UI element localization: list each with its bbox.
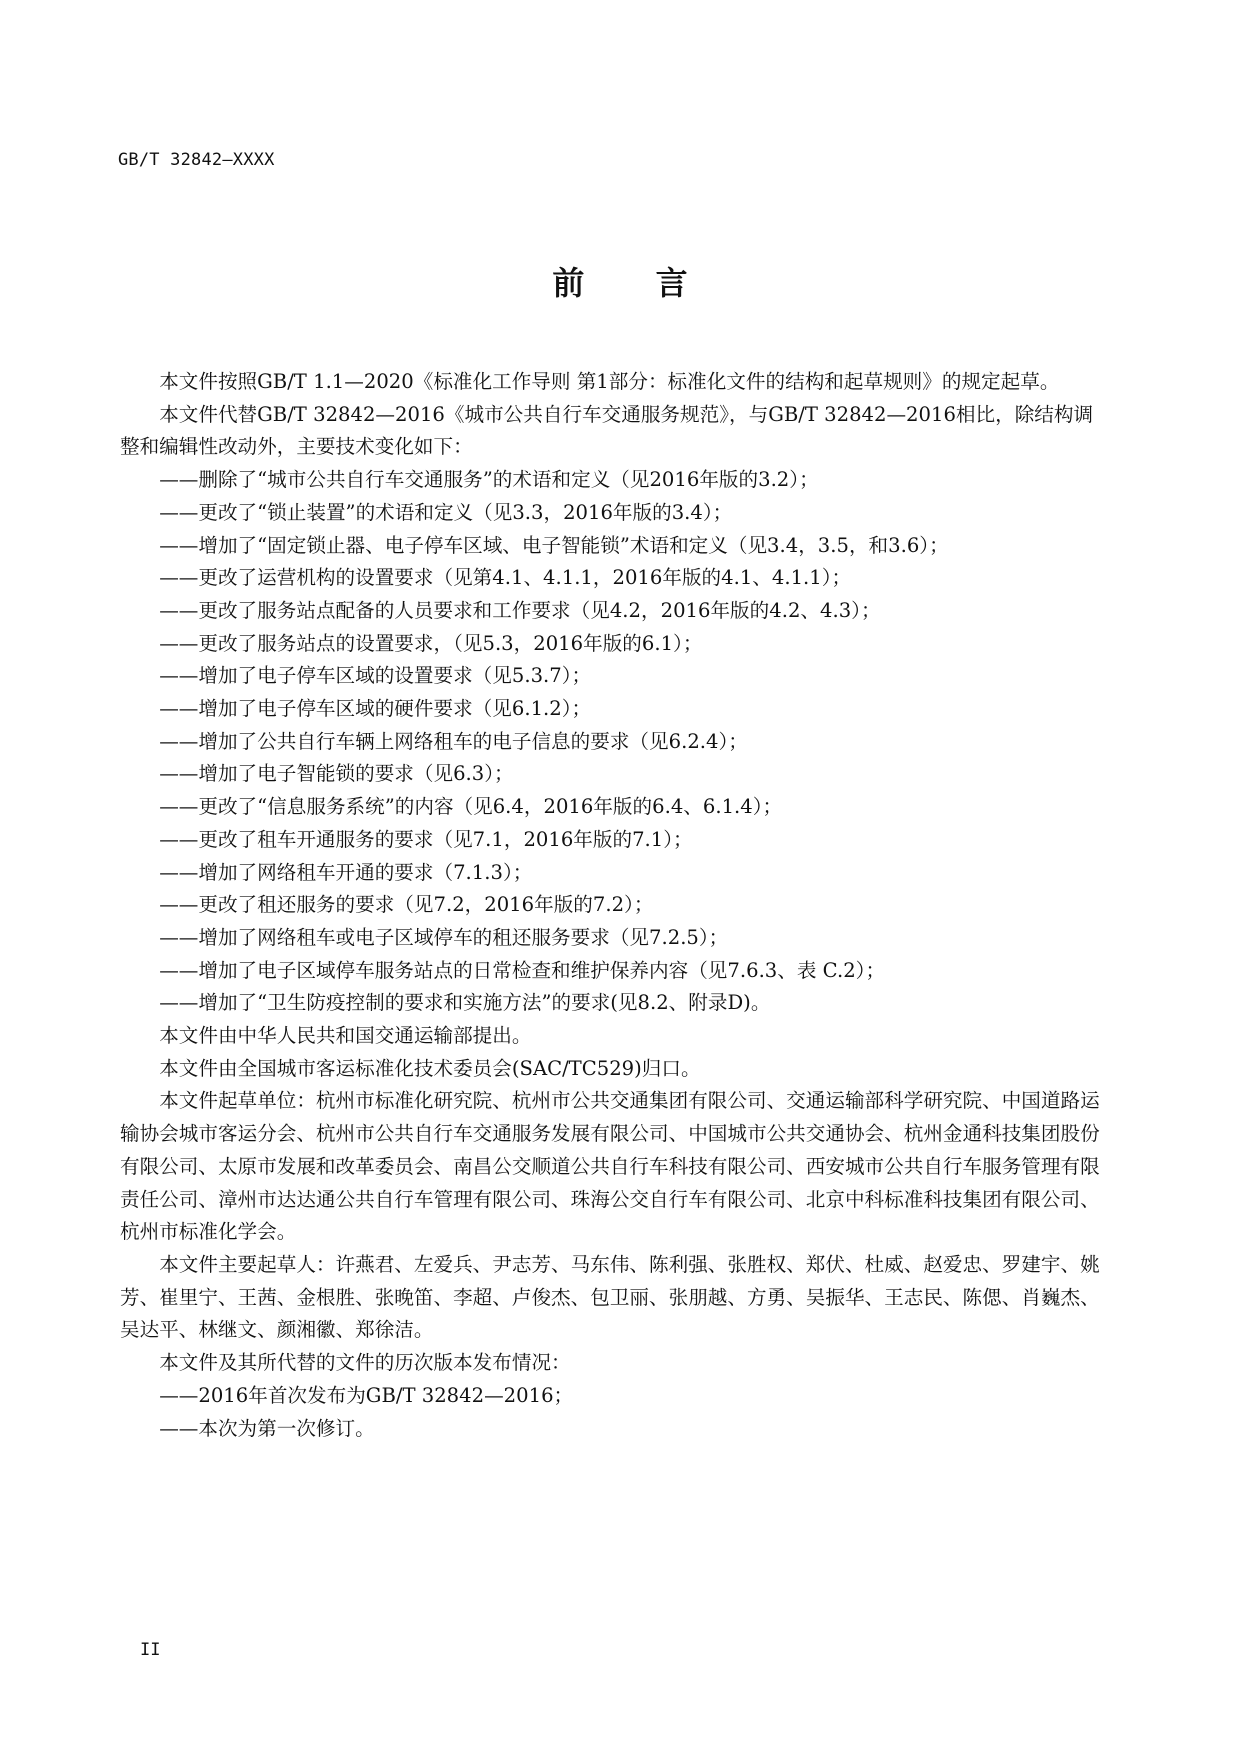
paragraph-drafting-units: 本文件起草单位：杭州市标准化研究院、杭州市公共交通集团有限公司、交通运输部科学研究院、中国道路运输协会城市客运分会、杭州市公共自行车交通服务发展有限公司、中国城市公共交通协会、杭州金通科技集团股份有限公司、太原市发展和改革委员会、南昌公交顺道公共自行车科技有限公司、西安城市公共自行车服务管理有限责任公司、漳州市达达通公共自行车管理有限公司、珠海公交自行车有限公司、北京中科标准科技集团有限公司、杭州市标准化学会。 (120, 1089, 1100, 1244)
list-item: ——删除了“城市公共自行车交通服务”的术语和定义（见2016年版的3.2）； (159, 468, 819, 492)
list-item: ——增加了“固定锁止器、电子停车区域、电子智能锁”术语和定义（见3.4，3.5，和3.6）； (159, 533, 949, 557)
list-item: ——增加了网络租车或电子区域停车的租还服务要求（见7.2.5）； (159, 925, 729, 949)
list-item: ——增加了“卫生防疫控制的要求和实施方法”的要求(见8.2、附录D)。 (159, 991, 771, 1015)
list-item: ——更改了“信息服务系统”的内容（见6.4，2016年版的6.4、6.1.4）； (159, 795, 783, 819)
list-item: ——更改了租还服务的要求（见7.2，2016年版的7.2）； (159, 893, 654, 917)
list-item: ——增加了电子停车区域的设置要求（见5.3.7）； (159, 664, 592, 688)
list-item: ——增加了电子停车区域的硬件要求（见6.1.2）； (159, 697, 592, 721)
list-item: ——更改了租车开通服务的要求（见7.1，2016年版的7.1）； (159, 827, 693, 851)
page-number: II (140, 1640, 161, 1660)
paragraph-drafters: 本文件主要起草人：许燕君、左爱兵、尹志芳、马东伟、陈利强、张胜权、郑伏、杜威、赵爱忠、罗建宇、姚芳、崔里宁、王茜、金根胜、张晚笛、李超、卢俊杰、包卫丽、张朋越、方勇、吴振华、王志民、陈偲、肖巍杰、吴达平、林继文、颜湘徽、郑徐洁。 (120, 1252, 1100, 1342)
list-item: ——增加了公共自行车辆上网络租车的电子信息的要求（见6.2.4）； (159, 729, 748, 753)
list-item: ——增加了电子区域停车服务站点的日常检查和维护保养内容（见7.6.3、表 C.2）； (159, 958, 886, 982)
list-item: ——2016年首次发布为GB/T 32842—2016； (159, 1383, 574, 1407)
list-item: ——更改了运营机构的设置要求（见第4.1、4.1.1，2016年版的4.1、4.1.1）； (159, 566, 852, 590)
page-title: 前 言 (552, 264, 718, 302)
list-item: ——更改了服务站点的设置要求，（见5.3，2016年版的6.1）； (159, 631, 703, 655)
paragraph-history-intro: 本文件及其所代替的文件的历次版本发布情况： (159, 1351, 571, 1375)
list-item: ——更改了“锁止装置”的术语和定义（见3.3，2016年版的3.4）； (159, 500, 733, 524)
paragraph-under-jurisdiction: 本文件由全国城市客运标准化技术委员会(SAC/TC529)归口。 (159, 1056, 701, 1080)
document-id-header: GB/T 32842—XXXX (118, 150, 275, 170)
paragraph-replacement: 本文件代替GB/T 32842—2016《城市公共自行车交通服务规范》，与GB/T 32842—2016相比，除结构调整和编辑性改动外，主要技术变化如下： (120, 402, 1094, 459)
history-list (120, 1380, 1110, 1445)
paragraph-proposed-by: 本文件由中华人民共和国交通运输部提出。 (159, 1024, 532, 1048)
list-item: ——增加了电子智能锁的要求（见6.3）； (159, 762, 514, 786)
foreword-body (120, 366, 1110, 1445)
list-item: ——更改了服务站点配备的人员要求和工作要求（见4.2，2016年版的4.2、4.3）； (159, 598, 881, 622)
list-item: ——增加了网络租车开通的要求（7.1.3）； (159, 860, 533, 884)
changes-list (120, 464, 1110, 1020)
paragraph-drafting-rules: 本文件按照GB/T 1.1—2020《标准化工作导则 第1部分：标准化文件的结构和起草规则》的规定起草。 (159, 370, 1060, 393)
list-item: ——本次为第一次修订。 (159, 1416, 375, 1440)
